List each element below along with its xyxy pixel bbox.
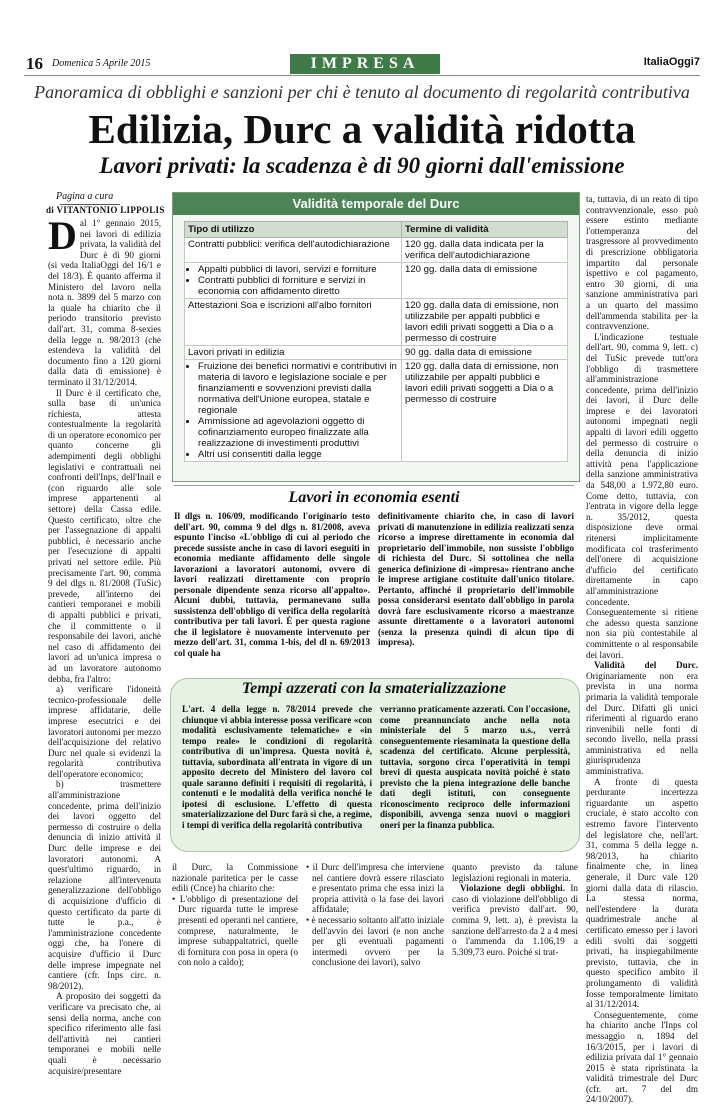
subheading: Validità del Durc.	[594, 660, 698, 671]
table-cell: Contratti pubblici: verifica dell'autodichiarazione	[185, 238, 402, 263]
article-column-1	[48, 213, 162, 1076]
article-column-5	[586, 194, 698, 1105]
table-cell: 120 gg. dalla data di emissione	[402, 263, 568, 299]
list-item: • Appalti pubblici di lavori, servizi e forniture	[198, 264, 398, 275]
paragraph: quanto previsto da talune legislazioni regionali in materia.	[452, 862, 578, 883]
table-cell: 120 gg. dalla data di emissione, non utilizzabile per appalti pubblici e lavori edili privati soggetti a Dia o a permesso di costruire	[402, 360, 568, 462]
paragraph: L'indicazione testuale dell'art. 90, comma 9, lett. c) del TuSic prevede tutt'ora l'obbligo di trasmettere all'amministrazione concedente, prima dell'inizio dei lavori, il Durc delle imprese e dei lavoratori autonomi impegnati negli appalti di lavori edili oggetto del permesso di costruire o della denuncia di inizio attività pena l'applicazione della sanzione amministrativa da 548,00 a 1.972,80 euro. Come detto, tuttavia, con l'entrata in vigore della legge n. 35/2012, questa disposizione deve ormai ritenersi implicitamente modificata col trasferimento dell'onere di acquisizione d'ufficio del certificato direttamente in capo all'amministrazione concedente. Conseguentemente si ritiene che adesso questa sanzione non sia più contestabile al committente o al responsabile dei lavori.	[586, 331, 698, 660]
sidebar-column	[378, 511, 574, 671]
article-column-2	[172, 862, 298, 1012]
paragraph: al 1° gennaio 2015, nei lavori di edilizia privata, la validità del Durc è di 90 giorni (si veda ItaliaOggi del 16/1 e del 18/3). È quanto afferma il Ministero del lavoro nella nota n. 3899 del 5 marzo con la quale ha chiarito che il periodo transitorio previsto dall'art. 31, comma 8-sexies della legge n. 98/2013 (che estendeva la validità del documento fino a 120 giorni dalla data di emissione) è terminato il 31/12/2014.	[48, 218, 161, 387]
sidebar-column	[182, 704, 372, 844]
validity-table-box	[172, 192, 580, 482]
list-item: • Altri usi consentiti dalla legge	[198, 449, 398, 460]
paragraph: Il Durc è il certificato che, sulla base di un'unica richiesta, attesta contestualmente la regolarità di un operatore economico per quanto concerne gli adempimenti degli obblighi legislativi e contrattuali nei confronti dell'Inps, dell'Inail e (con riguardo alle sole imprese appartenenti al settore) della Cassa edile. Questo certificato, oltre che per l'assegnazione di appalti pubblici, è necessario anche per l'esecuzione di appalti privati nel settore edile. Più precisamente l'art. 90, comma 9 del dlgs n. 81/2008 (TuSic) prevede, all'interno dei cantieri temporanei e mobili di appalti pubblici e privati, che il committente o il responsabile dei lavori, anche nel caso di affidamento dei lavori ad un'unica impresa o ad un lavoratore autonomo debba, fra l'altro:	[48, 387, 161, 684]
table-row	[185, 346, 568, 360]
table-row	[185, 299, 568, 346]
list-item: • Fruizione dei benefici normativi e contributivi in materia di lavoro e legislazione sociale e per finanziamenti e sovvenzioni previsti dalla normativa dell'Unione europea, statale e regionale	[198, 361, 398, 416]
table-row	[185, 263, 568, 299]
byline-author: di VITANTONIO LIPPOLIS	[46, 205, 165, 215]
column-header: Termine di validità	[402, 222, 568, 238]
list-item: • L'obbligo di presentazione del Durc riguarda tutte le imprese presenti ed operanti nel cantiere, comprese, naturalmente, le imprese subappaltatrici, quelle di fornitura con posa in opera (o con nolo a caldo);	[172, 893, 298, 968]
subheading: Violazione degli obblighi.	[460, 883, 566, 894]
paragraph: A fronte di questa perdurante incertezza riguardante un aspetto cruciale, è stato accolto con estremo favore l'intervento del legislatore che, nell'art. 31, comma 5 della legge n. 98/2013, ha chiarito finalmente che, in linea generale, il Durc vale 120 giorni dalla data di rilascio. La stessa norma, nell'estendere la durata quadrimestrale anche al certificato emesso per i lavori edili svolti dai soggetti privati, ha inspiegabilmente previsto, tuttavia, che in questo specifico ambito il prolungamento di validità fosse temporalmente limitato al 31/12/2014.	[586, 776, 698, 1010]
paragraph: ta, tuttavia, di un reato di tipo contravvenzionale, esso può essere estinto mediante l'ottemperanza del trasgressore al provvedimento di prescrizione obbligatoria impartito dal personale ispettivo e col pagamento, entro 30 giorni, di una sanzione amministrativa pari a un quarto del massimo dell'ammenda stabilita per la contravvenzione.	[586, 194, 698, 332]
page-number: 16	[26, 54, 43, 73]
table-cell: 120 gg. dalla data di emissione, non utilizzabile per appalti pubblici e lavori edili privati soggetti a Dia o a permesso di costruire	[402, 299, 568, 346]
list-item: • Ammissione ad agevolazioni oggetto di cofinanziamento europeo finalizzate alla realizzazione di investimenti produttivi	[198, 416, 398, 449]
paragraph: a) verificare l'idoneità tecnico-professionale delle imprese affidatarie, delle imprese esecutrici e dei lavoratori autonomi per mezzo dell'acquisizione del relativo Durc nel quale si evidenzi la regolarità contributiva dell'operatore economico;	[48, 684, 162, 779]
table-title: Validità temporale del Durc	[173, 193, 579, 215]
list-item: • il Durc dell'impresa che interviene nel cantiere dovrà essere rilasciato e presentato prima che essa inizi la propria attività o la fase dei lavori affidatale;	[306, 862, 444, 915]
sidebar-column	[174, 511, 370, 671]
section-label: IMPRESA	[290, 54, 440, 74]
paragraph: Conseguentemente, come ha chiarito anche l'Inps col messaggio n. 1894 del 16/3/2015, per i lavori di edilizia privata dal 1° gennaio 2015 è stata ripristinata la validità trimestrale del Durc (cfr. art. 7 del dm 24/10/2007).	[586, 1009, 698, 1105]
list-item: • è necessario soltanto all'atto iniziale dell'avvio dei lavori (e non anche per gli eventuali pagamenti intermedi ovvero per la conclusione dei lavori), salvo	[306, 914, 444, 968]
table-cell: Lavori privati in edilizia	[185, 346, 402, 360]
paragraph: L'art. 4 della legge n. 78/2014 prevede che chiunque vi abbia interesse possa verificare «con modalità esclusivamente telematiche» e «in tempo reale» le condizioni di regolarità contributiva di un'impresa. Questa novità è, tuttavia, subordinata all'entrata in vigore di un apposito decreto del Ministero del lavoro col quale saranno definiti i requisiti di regolarità, i contenuti e le modalità della verifica nonché le ipotesi di esclusione. L'effetto di questa smaterializzazione del Durc farà sì che, a regime, i tempi di verifica della regolarità contributiva	[182, 704, 372, 830]
issue-date: Domenica 5 Aprile 2015	[52, 58, 151, 69]
paragraph: In caso di violazione dell'obbligo di verifica previsto dall'art. 90, comma 9, lett. a), è prevista la sanzione dell'arresto da 2 a 4 mesi o l'ammenda da 1.106,19 a 5.309,73 euro. Poiché si trat-	[452, 883, 578, 957]
table-cell: Attestazioni Soa e iscrizioni all'albo fornitori	[185, 299, 402, 346]
article-column-4	[452, 862, 578, 1012]
table-header-row	[185, 222, 568, 238]
sidebar-title-smaterializzazione: Tempi azzerati con la smaterializzazione	[241, 680, 507, 697]
validity-table	[184, 221, 568, 462]
byline-label: Pagina a cura	[56, 191, 114, 202]
list-item: • Contratti pubblici di forniture e servizi in economia con affidamento diretto	[198, 275, 398, 297]
table-cell: 120 gg. dalla data indicata per la verifica dell'autodichiarazione	[402, 238, 568, 263]
paragraph: definitivamente chiarito che, in caso di lavori privati di manutenzione in edilizia realizzati senza ricorso a imprese direttamente in economia dal proprietario dell'immobile, non sussiste l'obbligo di richiesta del Durc. Si sottolinea che nella generica definizione di «impresa» rientrano anche le imprese artigiane costituite dall'unico titolare. Pertanto, affinché il proprietario dell'immobile possa considerarsi esentato dall'obbligo in parola dovrà fare esclusivamente ricorso a maestranze assunte direttamente o a lavoratori autonomi (senza la presenza quindi di alcun tipo di impresa).	[378, 511, 574, 647]
article-column-3	[306, 862, 444, 1012]
paragraph: verranno praticamente azzerati. Con l'occasione, come preannunciato anche nella nota ministeriale del 5 marzo u.s., verrà conseguentemente riesaminata la questione della scadenza del certificato. Alcune perplessità, tuttavia, sorgono circa l'operatività in tempi brevi di questa auspicata novità poiché è stato previsto che la piena integrazione delle banche dati degli istituti, con conseguente riconoscimento reciproco delle informazioni disponibili, avvenga senza nuovi o maggiori oneri per la finanza pubblica.	[380, 704, 570, 830]
article-kicker: Panoramica di obblighi e sanzioni per chi è tenuto al documento di regolarità contributiva	[34, 82, 690, 102]
paragraph: Il dlgs n. 106/09, modificando l'originario testo dell'art. 90, comma 9 del dlgs n. 81/2008, aveva espunto l'inciso «L'obbligo di cui al periodo che precede sussiste anche in caso di lavori eseguiti in economia mediante affidamento delle singole lavorazioni a lavoratori autonomi, ovvero di lavori realizzati direttamente con proprio personale dipendente senza ricorso all'appalto». Alcuni dubbi, tuttavia, permanevano sulla sussistenza dell'obbligo di verifica della regolarità contributiva per tali lavori. È per questa ragione che il legislatore è nuovamente intervenuto per mezzo dell'art. 31, comma 1-bis, del dl n. 69/2013 col quale ha	[174, 511, 370, 658]
paragraph: Originariamente non era prevista in una norma primaria la validità temporale del Durc. Difatti gli unici riferimenti al riguardo erano rinvenibili nelle fonti di secondo livello, nella prassi amministrativa ed nella giurisprudenza amministrativa.	[586, 670, 698, 777]
article-subhead: Lavori privati: la scadenza è di 90 giorni dall'emissione	[99, 153, 625, 178]
table-cell: 90 gg. dalla data di emissione	[402, 346, 568, 360]
sidebar-title-economia: Lavori in economia esenti	[174, 485, 574, 510]
masthead-logo: ItaliaOggi7	[643, 56, 700, 68]
paragraph: b) trasmettere all'amministrazione concedente, prima dell'inizio dei lavori oggetto del permesso di costruire o della denuncia di inizio attività il Durc delle imprese e dei lavoratori autonomi. A quest'ultimo riguardo, in relazione all'intervenuta generalizzazione dell'obbligo di acquisizione d'ufficio di questo certificato da parte di tutte le p.a., è l'amministrazione concedente oggi che, ha l'onere di acquisire d'ufficio il Durc delle imprese impegnate nel cantiere (cfr. Inps circ. n. 98/2012).	[48, 779, 161, 991]
paragraph: il Durc, la Commissione nazionale paritetica per le casse edili (Cnce) ha chiarito che:	[172, 862, 298, 894]
drop-cap: D	[48, 213, 77, 258]
article-headline: Edilizia, Durc a validità ridotta	[88, 106, 636, 152]
table-row	[185, 360, 568, 462]
header-rule	[24, 75, 700, 76]
table-row	[185, 238, 568, 263]
table-cell	[185, 263, 402, 299]
sidebar-column	[380, 704, 570, 844]
paragraph: A proposito dei soggetti da verificare va precisato che, ai sensi della norma, anche con specifico riferimento alle fasi dell'attività nei cantieri temporanei e mobili nelle quali è necessario acquisire/presentare	[48, 991, 161, 1076]
table-cell	[185, 360, 402, 462]
column-header: Tipo di utilizzo	[185, 222, 402, 238]
